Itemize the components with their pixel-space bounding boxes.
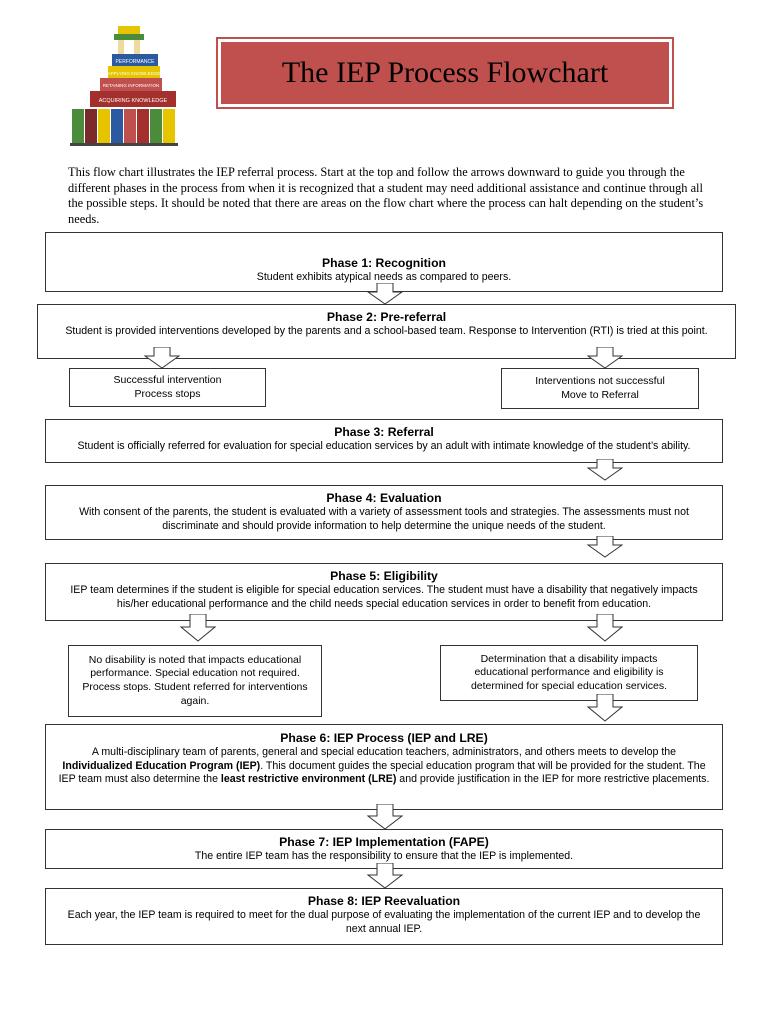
phase-4-box bbox=[45, 485, 723, 540]
phase-8-desc: Each year, the IEP team is required to meet for the dual purpose of evaluating the implementation of the current IEP and to develop the next annual IEP. bbox=[67, 909, 701, 935]
disability-determined-text: Determination that a disability impacts educational performance and eligibility is determined for special education services. bbox=[470, 652, 668, 692]
phase-2-desc: Student is provided interventions developed by the parents and a school-based team. Response to Intervention (RTI) is tried at this point. bbox=[65, 325, 708, 337]
logo-level-1: PERFORMANCE bbox=[115, 59, 155, 65]
phase-6-title: Phase 6: IEP Process (IEP and LRE) bbox=[280, 731, 488, 745]
interventions-not-successful-box bbox=[501, 368, 699, 409]
arrow-down-icon bbox=[144, 347, 180, 369]
arrow-down-icon bbox=[587, 459, 623, 481]
phase-6-lre-term: least restrictive environment (LRE) bbox=[220, 773, 397, 786]
logo-level-4: ACQUIRING KNOWLEDGE bbox=[98, 98, 168, 104]
arrow-down-icon bbox=[587, 347, 623, 369]
phase-6-iep-term: Individualized Education Program (IEP) bbox=[62, 759, 261, 772]
arrow-down-icon bbox=[367, 863, 403, 889]
phase-6-desc bbox=[58, 746, 710, 787]
phase-3-box bbox=[45, 419, 723, 463]
arrow-down-icon bbox=[367, 283, 403, 305]
phase-1-desc: Student exhibits atypical needs as compared to peers. bbox=[256, 271, 512, 283]
logo bbox=[66, 24, 196, 148]
successful-intervention-line2: Process stops bbox=[134, 387, 201, 400]
phase-7-title: Phase 7: IEP Implementation (FAPE) bbox=[279, 835, 489, 849]
arrow-down-icon bbox=[587, 536, 623, 558]
arrow-down-icon bbox=[180, 614, 216, 642]
logo-level-3: RETAINING INFORMATION bbox=[102, 83, 160, 88]
phase-1-title: Phase 1: Recognition bbox=[322, 256, 446, 270]
title-banner bbox=[216, 37, 674, 109]
intro-paragraph: This flow chart illustrates the IEP referral process. Start at the top and follow the arrows downward to guide you through the different phases in the process from when it is recognized that a student may need additional assistance and continue through all the possible steps. It should be noted that there are areas on the flow chart where the process can halt depending on the student’s needs. bbox=[68, 165, 704, 226]
logo-level-2: APPLYING KNOWLEDGE bbox=[107, 71, 161, 76]
interventions-not-successful-line1: Interventions not successful bbox=[535, 374, 665, 387]
phase-2-box bbox=[37, 304, 736, 359]
phase-8-title: Phase 8: IEP Reevaluation bbox=[307, 894, 461, 908]
phase-4-title: Phase 4: Evaluation bbox=[326, 491, 442, 505]
arrow-down-icon bbox=[587, 694, 623, 722]
phase-5-box bbox=[45, 563, 723, 621]
phase-6-desc-part3: and provide justification in the IEP for more restrictive placements. bbox=[396, 773, 710, 786]
phase-8-box bbox=[45, 888, 723, 945]
phase-6-box bbox=[45, 724, 723, 810]
successful-intervention-box bbox=[69, 368, 266, 407]
disability-determined-box bbox=[440, 645, 698, 701]
phase-5-desc: IEP team determines if the student is eligible for special education services. The student must have a disability that negatively impacts his/her educational performance and the child needs special education services in order to benefit from education. bbox=[70, 584, 698, 610]
phase-6-desc-part2: . This document guides the special education program that will be provided for the student. The IEP team must also determine the bbox=[58, 759, 706, 786]
phase-4-desc: With consent of the parents, the student is evaluated with a variety of assessment tools and strategies. The assessments must not discriminate and should provide information to help determine the unique needs of the student. bbox=[79, 506, 689, 532]
phase-2-title: Phase 2: Pre-referral bbox=[326, 310, 447, 324]
title-banner-fill bbox=[221, 42, 669, 104]
phase-3-desc: Student is officially referred for evaluation for special education services by an adult with intimate knowledge of the student’s ability. bbox=[77, 440, 691, 452]
phase-7-desc: The entire IEP team has the responsibility to ensure that the IEP is implemented. bbox=[194, 850, 574, 862]
phase-6-desc-part1: A multi-disciplinary team of parents, general and special education teachers, administrators, and others meets to develop the bbox=[91, 746, 677, 758]
learning-pyramid-logo bbox=[66, 24, 196, 148]
phase-5-title: Phase 5: Eligibility bbox=[330, 569, 438, 583]
phase-3-title: Phase 3: Referral bbox=[334, 425, 434, 439]
interventions-not-successful-line2: Move to Referral bbox=[561, 388, 639, 401]
arrow-down-icon bbox=[587, 614, 623, 642]
arrow-down-icon bbox=[367, 804, 403, 830]
successful-intervention-line1: Successful intervention bbox=[113, 373, 222, 386]
no-disability-text: No disability is noted that impacts educational performance. Special education not required. Process stops. Student referred for interventions again. bbox=[82, 653, 308, 707]
page-title: The IEP Process Flowchart bbox=[281, 56, 609, 89]
no-disability-box bbox=[68, 645, 322, 717]
